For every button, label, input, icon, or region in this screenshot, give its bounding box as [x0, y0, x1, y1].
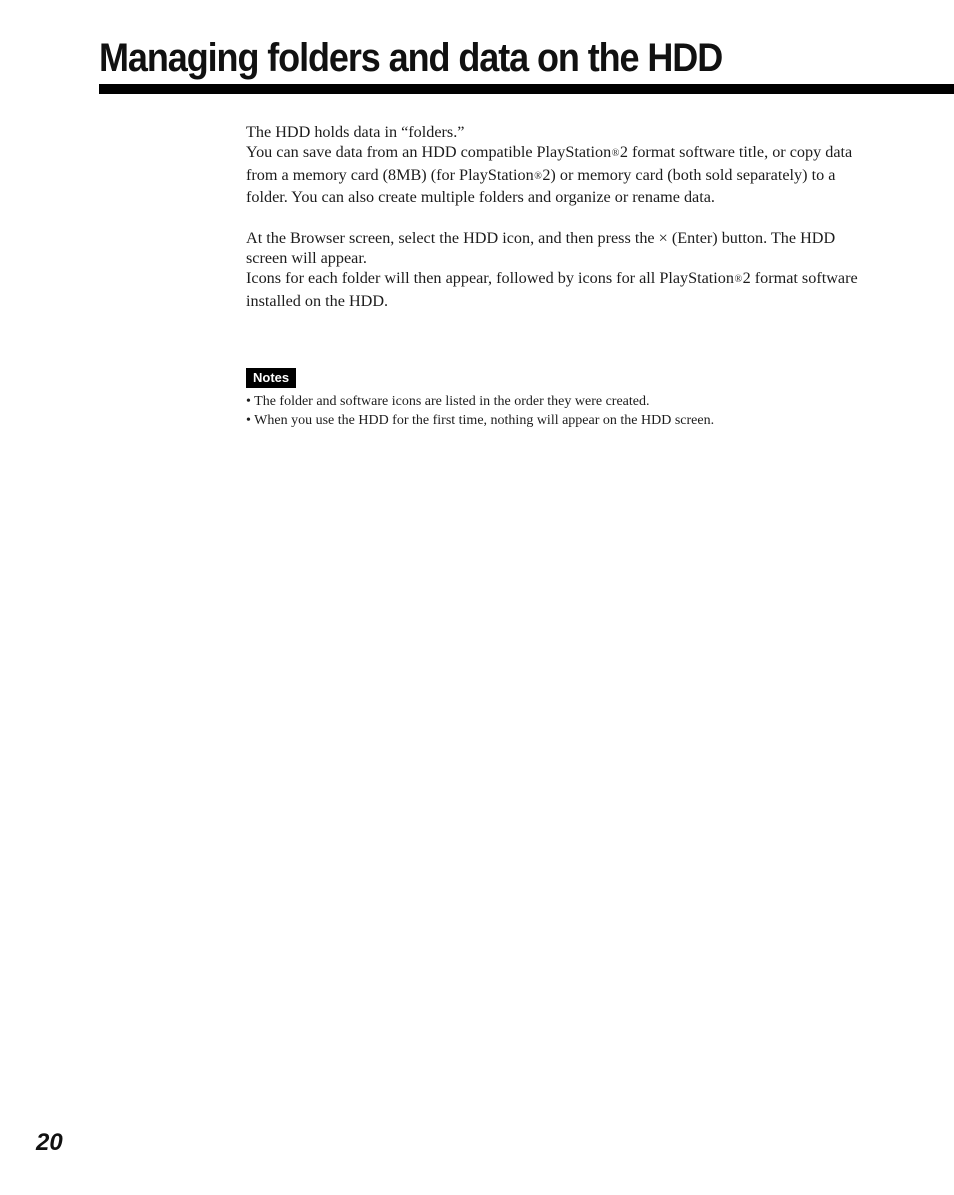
note-item: • When you use the HDD for the first time, nothing will appear on the HDD screen. — [246, 413, 715, 428]
registered-mark: ® — [611, 148, 620, 160]
registered-mark: ® — [534, 170, 542, 182]
paragraph-gap — [246, 208, 871, 228]
paragraph — [246, 122, 871, 142]
registered-mark: ® — [734, 274, 743, 286]
body-line: At the Browser screen, select the HDD icon, and then press the × (Enter) button. The HDD screen will appear. — [246, 228, 836, 268]
body-line: You can save data from an HDD compatible PlayStation — [246, 143, 612, 162]
notes-label: Notes — [246, 368, 296, 388]
body-line: Icons for each folder will then appear, followed by icons for all PlayStation — [246, 269, 734, 288]
page-number: 20 — [36, 1129, 63, 1156]
title-rule — [99, 84, 954, 94]
body-line: 2 format software title, or copy data from a memory card (8MB) (for PlayStation — [246, 143, 853, 184]
body-line: 2) or memory card (both sold separately) to a folder. You can also create multiple folders and organize or rename data. — [246, 165, 836, 207]
body-line: The HDD holds data in “folders.” — [246, 123, 465, 141]
notes-list — [246, 392, 886, 430]
paragraph — [246, 268, 871, 311]
page-title: Managing folders and data on the HDD — [99, 36, 723, 80]
body-line: 2 format software installed on the HDD. — [246, 269, 858, 310]
note-item: • The folder and software icons are listed in the order they were created. — [246, 394, 650, 409]
paragraph — [246, 228, 871, 269]
paragraph — [246, 142, 871, 207]
body-text — [246, 122, 871, 311]
